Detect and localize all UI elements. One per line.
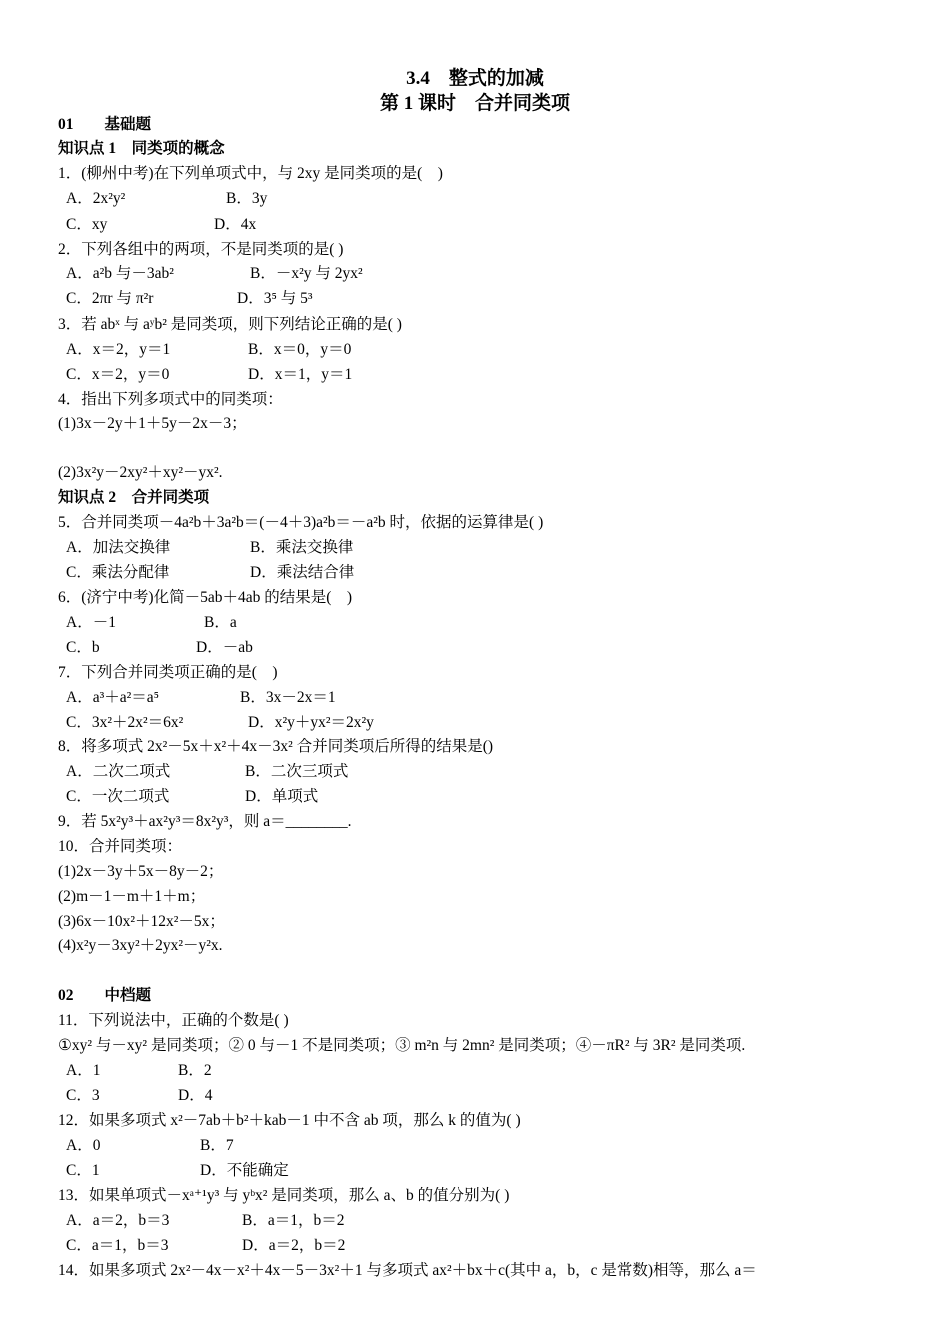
q11-option-c: C．3 [66,1087,100,1104]
q5-option-c: C．乘法分配律 [66,564,170,581]
q13-option-b: B．a＝1，b＝2 [242,1212,345,1229]
q10-part-2: (2)m－1－m＋1＋m； [58,888,206,905]
q6-option-c: C．b [66,639,100,656]
q7-option-d: D．x²y＋yx²＝2x²y [248,714,374,731]
question-12: 12．如果多项式 x²－7ab＋b²＋kab－1 中不含 ab 项，那么 k 的值为( ) [58,1112,521,1129]
q8-option-c: C．一次二项式 [66,788,170,805]
q7-option-c: C．3x²＋2x²＝6x² [66,714,184,731]
q7-option-a: A．a³＋a²＝a⁵ [66,689,160,706]
q8-option-b: B．二次三项式 [245,763,349,780]
q6-option-a: A．－1 [66,614,116,631]
q4-part-2: (2)3x²y－2xy²＋xy²－yx². [58,464,223,481]
q12-option-a: A．0 [66,1137,101,1154]
question-5: 5．合并同类项－4a²b＋3a²b＝(－4＋3)a²b＝－a²b 时，依据的运算律是( ) [58,514,544,531]
q2-option-b: B．－x²y 与 2yx² [250,265,363,282]
q4-part-1: (1)3x－2y＋1＋5y－2x－3； [58,415,247,432]
q11-statements: ①xy² 与－xy² 是同类项；② 0 与－1 不是同类项；③ m²n 与 2mn² 是同类项；④－πR² 与 3R² 是同类项. [58,1037,746,1054]
q5-option-b: B．乘法交换律 [250,539,354,556]
question-4: 4．指出下列多项式中的同类项： [58,391,283,408]
q12-option-d: D．不能确定 [200,1162,289,1179]
q1-option-c: C．xy [66,216,108,233]
q3-option-a: A．x＝2，y＝1 [66,341,171,358]
knowledge-point-2-heading: 知识点 2 合并同类项 [58,489,210,506]
q6-option-d: D．－ab [196,639,253,656]
q13-option-a: A．a＝2，b＝3 [66,1212,170,1229]
q12-option-b: B．7 [200,1137,234,1154]
q1-option-d: D．4x [214,216,257,233]
q5-option-a: A．加法交换律 [66,539,171,556]
q3-option-c: C．x＝2，y＝0 [66,366,170,383]
q1-option-b: B．3y [226,190,268,207]
title-section: 3.4 整式的加减 [406,68,544,89]
q11-option-d: D．4 [178,1087,213,1104]
q3-option-b: B．x＝0，y＝0 [248,341,352,358]
q11-option-b: B．2 [178,1062,212,1079]
title-lesson: 第 1 课时 合并同类项 [379,93,570,114]
q13-option-c: C．a＝1，b＝3 [66,1237,169,1254]
question-2: 2．下列各组中的两项，不是同类项的是( ) [58,241,344,258]
q10-part-3: (3)6x－10x²＋12x²－5x； [58,913,225,930]
question-11: 11．下列说法中，正确的个数是( ) [58,1012,289,1029]
q11-option-a: A．1 [66,1062,101,1079]
question-9: 9．若 5x²y³＋ax²y³＝8x²y³，则 a＝________. [58,813,352,830]
question-7: 7．下列合并同类项正确的是( ) [58,664,278,681]
q10-part-4: (4)x²y－3xy²＋2yx²－y²x. [58,937,223,954]
q13-option-d: D．a＝2，b＝2 [242,1237,346,1254]
q8-option-a: A．二次二项式 [66,763,171,780]
question-3: 3．若 abˣ 与 aʸb² 是同类项，则下列结论正确的是( ) [58,316,402,333]
question-10: 10．合并同类项： [58,838,183,855]
q6-option-b: B．a [204,614,237,631]
q5-option-d: D．乘法结合律 [250,564,355,581]
question-13: 13．如果单项式－xᵃ⁺¹y³ 与 yᵇx² 是同类项，那么 a、b 的值分别为( ) [58,1187,510,1204]
q2-option-c: C．2πr 与 π²r [66,290,154,307]
section-basic-heading: 01 基础题 [58,116,152,133]
section-intermediate-heading: 02 中档题 [58,987,152,1004]
q2-option-d: D．3⁵ 与 5³ [237,290,313,307]
q3-option-d: D．x＝1，y＝1 [248,366,353,383]
q8-option-d: D．单项式 [245,788,319,805]
knowledge-point-1-heading: 知识点 1 同类项的概念 [58,140,225,157]
question-8: 8．将多项式 2x²－5x＋x²＋4x－3x² 合并同类项后所得的结果是() [58,738,494,755]
q12-option-c: C．1 [66,1162,100,1179]
q1-option-a: A．2x²y² [66,190,126,207]
question-6: 6．(济宁中考)化简－5ab＋4ab 的结果是( ) [58,589,353,606]
q2-option-a: A．a²b 与－3ab² [66,265,174,282]
question-1: 1．(柳州中考)在下列单项式中，与 2xy 是同类项的是( ) [58,165,443,182]
question-14: 14．如果多项式 2x²－4x－x²＋4x－5－3x²＋1 与多项式 ax²＋bx＋c(其中 a，b，c 是常数)相等，那么 a＝ [58,1262,757,1279]
q10-part-1: (1)2x－3y＋5x－8y－2； [58,863,224,880]
q7-option-b: B．3x－2x＝1 [240,689,336,706]
